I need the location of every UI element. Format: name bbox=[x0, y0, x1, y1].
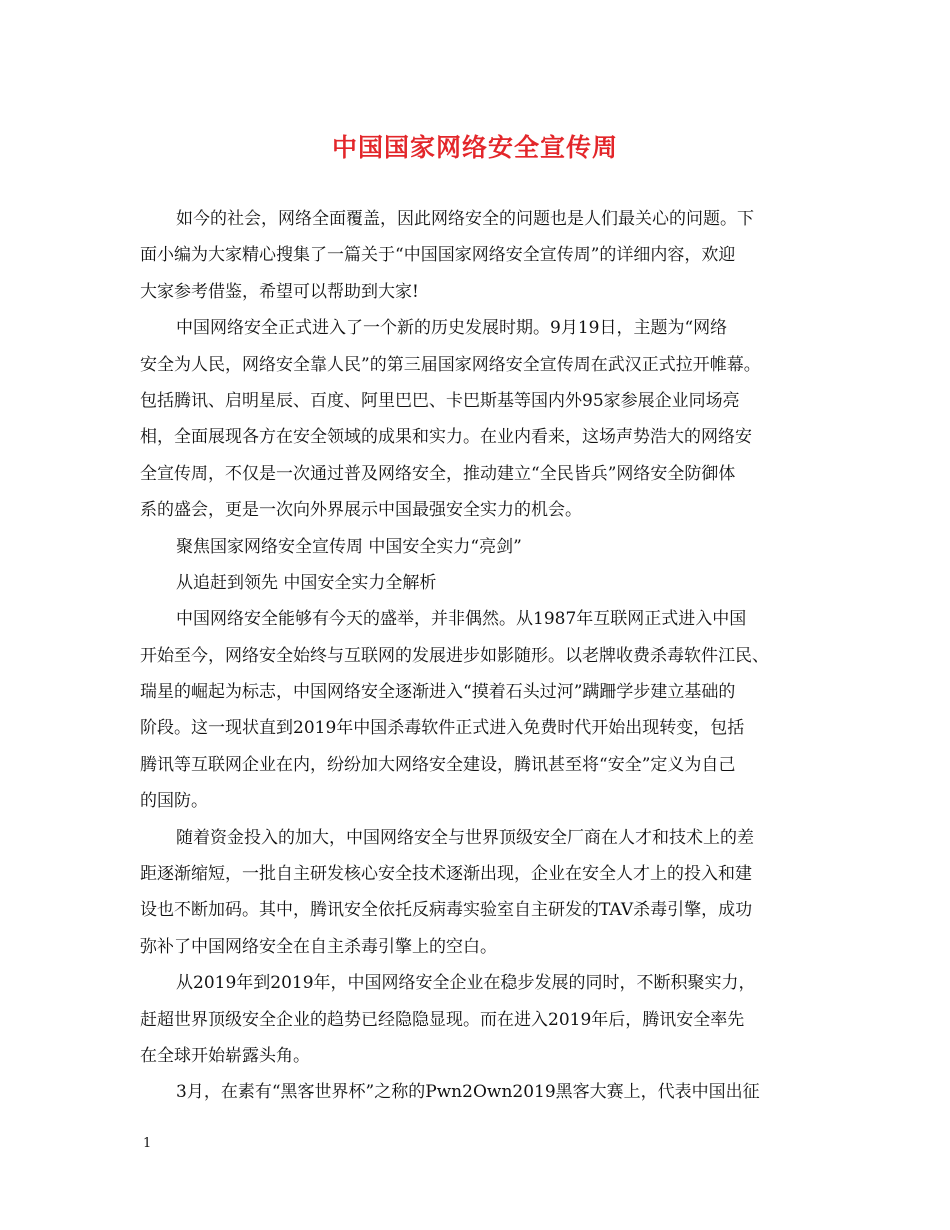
text-line: 设也不断加码。其中，腾讯安全依托反病毒实验室自主研发的TAV杀毒引擎，成功 bbox=[140, 900, 753, 921]
text-line: 中国网络安全能够有今天的盛举，并非偶然。从1987年互联网正式进入中国 bbox=[176, 609, 747, 630]
text-line: 赶超世界顶级安全企业的趋势已经隐隐显现。而在进入2019年后，腾讯安全率先 bbox=[140, 1009, 745, 1030]
text-line: 阶段。这一现状直到2019年中国杀毒软件正式进入免费时代开始出现转变，包括 bbox=[140, 718, 745, 739]
text-line: 随着资金投入的加大，中国网络安全与世界顶级安全厂商在人才和技术上的差 bbox=[176, 827, 754, 848]
text-line: 在全球开始崭露头角。 bbox=[140, 1045, 310, 1066]
text-line: 距逐渐缩短，一批自主研发核心安全技术逐渐出现，企业在安全人才上的投入和建 bbox=[140, 864, 752, 885]
document-title: 中国国家网络安全宣传周 bbox=[331, 133, 618, 162]
text-line: 弥补了中国网络安全在自主杀毒引擎上的空白。 bbox=[140, 936, 497, 957]
text-line: 从2019年到2019年，中国网络安全企业在稳步发展的同时，不断积聚实力， bbox=[176, 973, 756, 994]
text-line: 相，全面展现各方在安全领域的成果和实力。在业内看来，这场声势浩大的网络安 bbox=[140, 427, 752, 448]
text-line: 从追赶到领先 中国安全实力全解析 bbox=[176, 572, 437, 593]
text-line: 开始至今，网络安全始终与互联网的发展进步如影随形。以老牌收费杀毒软件江民、 bbox=[140, 645, 769, 666]
document-body bbox=[140, 201, 812, 1111]
text-line: 大家参考借鉴，希望可以帮助到大家! bbox=[140, 281, 419, 302]
text-line: 全宣传周，不仅是一次通过普及网络安全，推动建立“全民皆兵”网络安全防御体 bbox=[140, 463, 736, 484]
text-line: 安全为人民，网络安全靠人民”的第三届国家网络安全宣传周在武汉正式拉开帷幕。 bbox=[140, 354, 761, 375]
text-line: 的国防。 bbox=[140, 791, 208, 812]
text-line: 如今的社会，网络全面覆盖，因此网络安全的问题也是人们最关心的问题。下 bbox=[176, 209, 754, 229]
text-line: 面小编为大家精心搜集了一篇关于“中国国家网络安全宣传周”的详细内容，欢迎 bbox=[140, 245, 736, 266]
text-line: 3月，在素有“黑客世界杯”之称的Pwn2Own2019黑客大赛上，代表中国出征 bbox=[176, 1082, 760, 1103]
text-line: 中国网络安全正式进入了一个新的历史发展时期。9月19日，主题为“网络 bbox=[176, 318, 728, 339]
text-line: 腾讯等互联网企业在内，纷纷加大网络安全建设，腾讯甚至将“安全”定义为自己 bbox=[140, 754, 736, 775]
page-number: 1 bbox=[143, 1136, 152, 1151]
text-line: 系的盛会，更是一次向外界展示中国最强安全实力的机会。 bbox=[140, 500, 582, 521]
text-line: 包括腾讯、启明星辰、百度、阿里巴巴、卡巴斯基等国内外95家参展企业同场亮 bbox=[140, 390, 740, 411]
text-line: 瑞星的崛起为标志，中国网络安全逐渐进入“摸着石头过河”蹒跚学步建立基础的 bbox=[140, 682, 736, 703]
text-line: 聚焦国家网络安全宣传周 中国安全实力“亮剑” bbox=[176, 536, 522, 557]
